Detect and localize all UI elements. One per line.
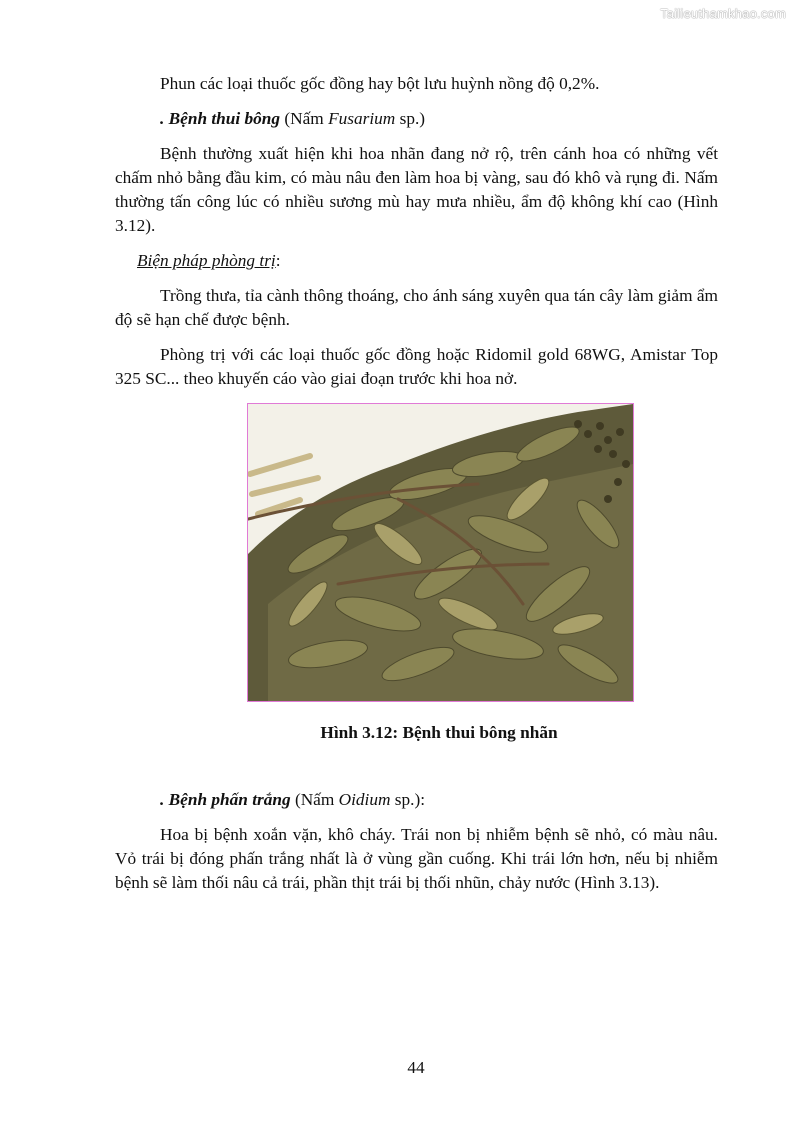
page-number: 44: [407, 1058, 425, 1077]
watermark: Tailieuthamkhao.com: [660, 6, 786, 21]
measures-label-text: Biện pháp phòng trị: [137, 251, 276, 270]
heading-flower-blight: [115, 107, 718, 131]
paragraph-mildew-symptoms: Hoa bị bệnh xoắn vặn, khô cháy. Trái non bị nhiễm bệnh sẽ nhỏ, có màu nâu. Vỏ trái bị đóng phấn trắng nhất là ở vùng gần cuống. Khi trái lớn hơn, nếu bị nhiễm bệnh sẽ làm thối nâu cả trái, phần thịt trái bị thối nhũn, chảy nước (Hình 3.13).: [115, 825, 718, 892]
paragraph-fungicides: Phòng trị với các loại thuốc gốc đồng hoặc Ridomil gold 68WG, Amistar Top 325 SC... theo khuyến cáo vào giai đoạn trước khi hoa nở.: [115, 345, 718, 388]
figure-caption: Hình 3.12: Bệnh thui bông nhãn: [320, 723, 558, 742]
heading-close-2: sp.):: [390, 790, 426, 809]
heading-close: sp.): [395, 109, 426, 128]
paragraph-symptoms: Bệnh thường xuất hiện khi hoa nhãn đang nở rộ, trên cánh hoa có những vết chấm nhỏ bằng đầu kim, có màu nâu đen làm hoa bị vàng, sau đó khô và rụng đi. Nấm thường tấn công lúc có nhiều sương mù hay mưa nhiều, ẩm độ không khí cao (Hình 3.12).: [115, 144, 718, 235]
heading-flower-blight-title: . Bệnh thui bông: [160, 109, 281, 128]
heading-powdery-mildew: [115, 788, 718, 812]
measures-colon: :: [275, 251, 281, 270]
measures-label: [115, 249, 718, 273]
powdery-mildew-section: [115, 788, 718, 895]
species-fusarium: Fusarium: [328, 109, 396, 128]
paragraph-copper-spray: Phun các loại thuốc gốc đồng hay bột lưu huỳnh nồng độ 0,2%.: [160, 74, 600, 93]
paragraph-pruning: Trồng thưa, tỉa cành thông thoáng, cho ánh sáng xuyên qua tán cây làm giảm ẩm độ sẽ hạn chế được bệnh.: [115, 286, 718, 329]
species-oidium: Oidium: [338, 790, 391, 809]
figure-longan-blight-photo: [247, 403, 634, 702]
heading-powdery-mildew-title: . Bệnh phấn trắng: [160, 790, 291, 809]
main-text: [115, 72, 718, 391]
dried-leaves-illustration: [248, 404, 633, 701]
heading-open-2: (Nấm: [290, 790, 339, 809]
heading-open: (Nấm: [280, 109, 329, 128]
